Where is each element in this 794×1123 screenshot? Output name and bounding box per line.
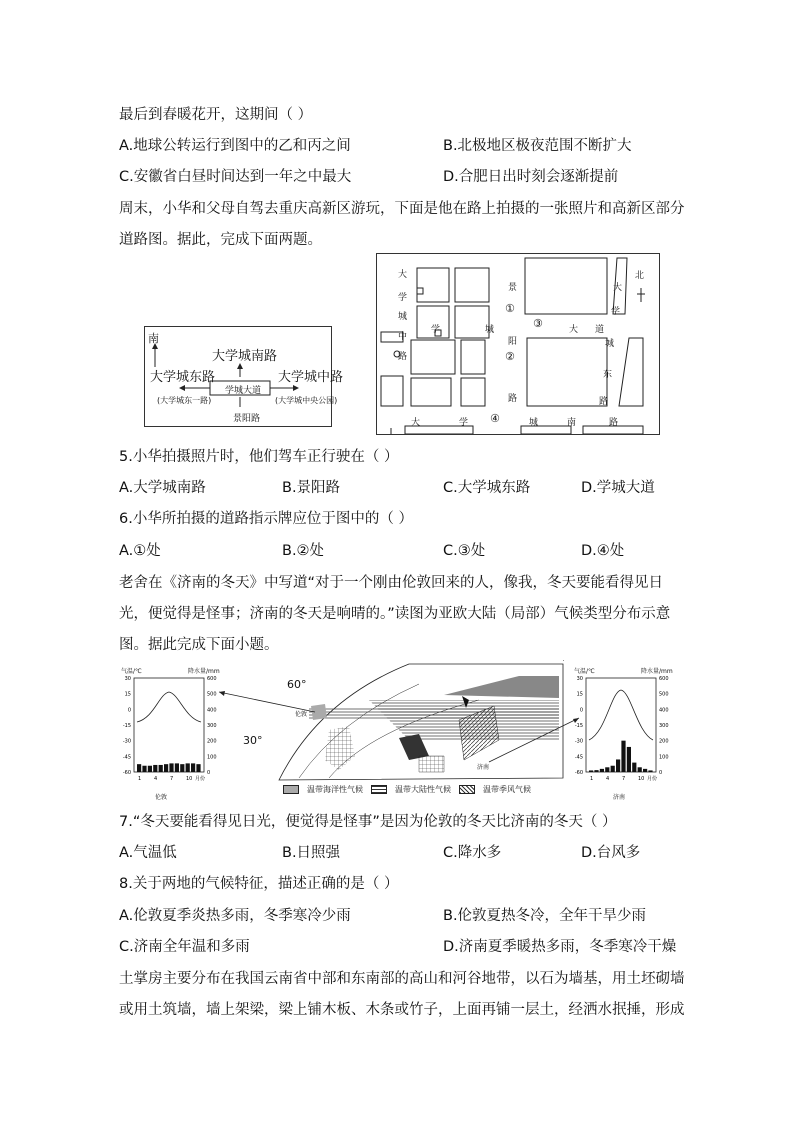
jinan-precip-label: 降水量/mm [641, 668, 673, 675]
passage-tuzhangfang-1: 土掌房主要分布在我国云南省中部和东南部的高山和河谷地带，以石为墙基，用土坯砌墙 [119, 971, 685, 987]
map-road-char: 城 [485, 325, 495, 335]
q5-stem: 5.小华拍摄照片时，他们驾车正行驶在（ ） [119, 449, 399, 465]
london-temp-label: 气温/℃ [121, 668, 142, 675]
option-c: C.安徽省白昼时间达到一年之中最大 [119, 169, 352, 185]
temp-tick-label: 30 [124, 676, 131, 682]
precip-tick-label: 200 [207, 738, 217, 745]
precip-bar [621, 741, 625, 772]
q7-option-a: A.气温低 [119, 845, 177, 861]
precip-tick-label: 400 [659, 707, 669, 714]
q5-option-b: B.景阳路 [282, 480, 341, 496]
q7-option-b: B.日照强 [282, 845, 341, 861]
map-road-char: 学 [459, 418, 469, 428]
q8-option-d: D.济南夏季暖热多雨，冬季寒冷干燥 [443, 939, 677, 955]
road-sign-figure [144, 326, 344, 427]
q8-option-a: A.伦敦夏季炎热多雨，冬季寒冷少雨 [119, 908, 351, 924]
south-label: 南 [148, 332, 159, 345]
sign-left-sub: (大学城东一路) [157, 396, 212, 405]
temp-tick-label: -60 [122, 770, 131, 776]
q6-option-d: D.④处 [581, 543, 625, 559]
passage-laoshe-2: 光，便觉得是怪事；济南的冬天是响晴的。”读图为亚欧大陆（局部）气候类型分布示意 [119, 606, 671, 622]
marker-3: ③ [533, 317, 543, 330]
question-continuation: 最后到春暖花开，这期间（ ） [119, 107, 313, 123]
temp-tick-label: -15 [122, 723, 131, 729]
precip-bar [627, 747, 631, 772]
jinan-precip-bars [589, 741, 653, 772]
q7-option-c: C.降水多 [443, 845, 502, 861]
map-road-char: 路 [508, 394, 518, 404]
climate-figure [119, 660, 681, 800]
precip-bar [638, 767, 642, 772]
precip-bar [611, 766, 615, 772]
london-precip-label: 降水量/mm [188, 668, 220, 675]
sign-left-road: 大学城东路 [150, 370, 216, 385]
map-road-char: 南 [567, 418, 577, 428]
precip-tick-label: 400 [207, 707, 217, 714]
map-road-char: 景 [508, 283, 518, 293]
month-tick-label: 10 [638, 776, 645, 782]
q6-option-c: C.③处 [443, 543, 486, 559]
passage-intro-2: 道路图。据此，完成下面两题。 [119, 232, 322, 248]
precip-tick-label: 100 [659, 754, 669, 761]
map-road-char: 路 [599, 397, 609, 407]
london-name: 伦敦 [155, 794, 168, 801]
sign-right-sub: (大学城中央公园) [275, 396, 338, 405]
map-road-char: 东 [603, 370, 613, 380]
q8-option-c: C.济南全年温和多雨 [119, 939, 250, 955]
precip-tick-label: 600 [659, 676, 669, 682]
month-tick-label: 1 [138, 776, 142, 782]
precip-tick-label: 0 [207, 770, 211, 776]
precip-tick-label: 300 [659, 723, 669, 729]
temp-tick-label: 15 [576, 691, 583, 698]
jinan-name: 济南 [613, 794, 626, 801]
q5-option-c: C.大学城东路 [443, 480, 531, 496]
temp-tick-label: 0 [579, 707, 583, 714]
precip-bar [648, 770, 652, 772]
map-road-char: 大 [613, 283, 623, 293]
passage-tuzhangfang-2: 或用土筑墙，墙上架梁，梁上铺木板、木条或竹子，上面再铺一层土，经洒水抿捶，形成 [119, 1002, 685, 1018]
temp-tick-label: 0 [127, 707, 131, 714]
road-map-figure [376, 253, 660, 435]
map-road-char: 城 [529, 418, 539, 428]
q6-stem: 6.小华所拍摄的道路指示牌应位于图中的（ ） [119, 511, 413, 527]
map-road-char: 大 [569, 325, 579, 335]
precip-bar [605, 767, 609, 772]
temp-tick-label: 30 [576, 676, 583, 682]
q6-option-a: A.①处 [119, 543, 161, 559]
precip-tick-label: 500 [659, 691, 669, 698]
precip-bar [594, 770, 598, 772]
month-tick-label: 1 [590, 776, 594, 782]
jinan-temp-label: 气温/℃ [574, 668, 595, 675]
temp-tick-label: 15 [124, 691, 131, 698]
legend-swatch [371, 785, 387, 794]
map-legend [283, 784, 531, 795]
precip-bar [589, 770, 593, 772]
option-d: D.合肥日出时刻会逐渐提前 [443, 169, 619, 185]
temp-tick-label: -15 [574, 723, 583, 729]
q6-option-b: B.②处 [282, 543, 325, 559]
marker-1: ① [505, 302, 515, 315]
map-road-char: 城 [605, 339, 615, 349]
map-road-char: 大 [398, 270, 408, 280]
passage-laoshe-1: 老舍在《济南的冬天》中写道“对于一个刚由伦敦回来的人，像我，冬天要能看得见日 [119, 575, 664, 591]
jinan-climate-chart [571, 674, 681, 784]
precip-tick-label: 300 [207, 723, 217, 729]
legend-item: 温带海洋性气候 [307, 785, 363, 794]
sign-right-road: 大学城中路 [278, 370, 344, 385]
legend-item: 温带季风气候 [483, 785, 531, 794]
map-road-char: 路 [398, 352, 408, 362]
map-road-char: 阳 [508, 337, 518, 347]
temp-tick-label: -45 [574, 754, 583, 761]
precip-tick-label: 0 [659, 770, 663, 776]
q7-option-d: D.台风多 [581, 845, 641, 861]
precip-bar [632, 763, 636, 772]
q5-option-d: D.学城大道 [581, 480, 655, 496]
sign-center-road: 学城大道 [225, 386, 262, 396]
north-label: 北 [635, 271, 645, 281]
month-tick-label: 7 [170, 776, 174, 782]
legend-item: 温带大陆性气候 [395, 785, 451, 794]
sign-bottom-road: 景阳路 [233, 414, 261, 424]
option-b: B.北极地区极夜范围不断扩大 [443, 138, 632, 154]
map-road-char: 学 [431, 325, 441, 335]
q5-option-a: A.大学城南路 [119, 480, 206, 496]
map-road-char: 学 [611, 307, 621, 317]
sign-top-road: 大学城南路 [212, 349, 278, 364]
legend-swatch [459, 785, 475, 794]
precip-bar [616, 759, 620, 772]
temp-tick-label: -30 [122, 738, 131, 745]
month-tick-label: 4 [606, 776, 610, 782]
passage-laoshe-3: 图。据此完成下面小题。 [119, 637, 279, 653]
temp-tick-label: -45 [122, 754, 131, 761]
precip-tick-label: 600 [207, 676, 217, 682]
month-tick-label: 10 [186, 776, 193, 782]
precip-tick-label: 100 [207, 754, 217, 761]
passage-intro-1: 周末，小华和父母自驾去重庆高新区游玩，下面是他在路上拍摄的一张照片和高新区部分 [119, 201, 685, 217]
month-tick-label: 月份 [195, 776, 206, 782]
map-road-char: 学 [398, 293, 408, 303]
map-road-char: 大 [411, 418, 421, 428]
marker-2: ② [505, 350, 515, 363]
month-tick-label: 7 [622, 776, 626, 782]
map-london-label: 伦敦 [295, 711, 308, 718]
month-tick-label: 月份 [647, 776, 658, 782]
temp-tick-label: -60 [574, 770, 583, 776]
lat-30-label: 30° [243, 734, 263, 747]
temp-tick-label: -30 [574, 738, 583, 745]
legend-swatch [283, 785, 299, 794]
precip-bar [600, 769, 604, 772]
month-tick-label: 4 [154, 776, 158, 782]
marker-4: ④ [490, 412, 500, 425]
map-road-char: 路 [609, 418, 619, 428]
lat-60-label: 60° [287, 678, 307, 691]
q8-option-b: B.伦敦夏热冬冷，全年干旱少雨 [443, 908, 647, 924]
map-road-char: 中 [398, 332, 408, 342]
precip-tick-label: 500 [207, 691, 217, 698]
option-a: A.地球公转运行到图中的乙和丙之间 [119, 138, 351, 154]
map-road-char: 城 [398, 312, 408, 322]
map-jinan-label: 济南 [477, 764, 490, 771]
precip-tick-label: 200 [659, 738, 669, 745]
q7-stem: 7.“冬天要能看得见日光，便觉得是怪事”是因为伦敦的冬天比济南的冬天（ ） [119, 814, 617, 830]
q8-stem: 8.关于两地的气候特征，描述正确的是（ ） [119, 876, 399, 892]
map-road-char: 道 [595, 325, 605, 335]
precip-bar [643, 769, 647, 772]
